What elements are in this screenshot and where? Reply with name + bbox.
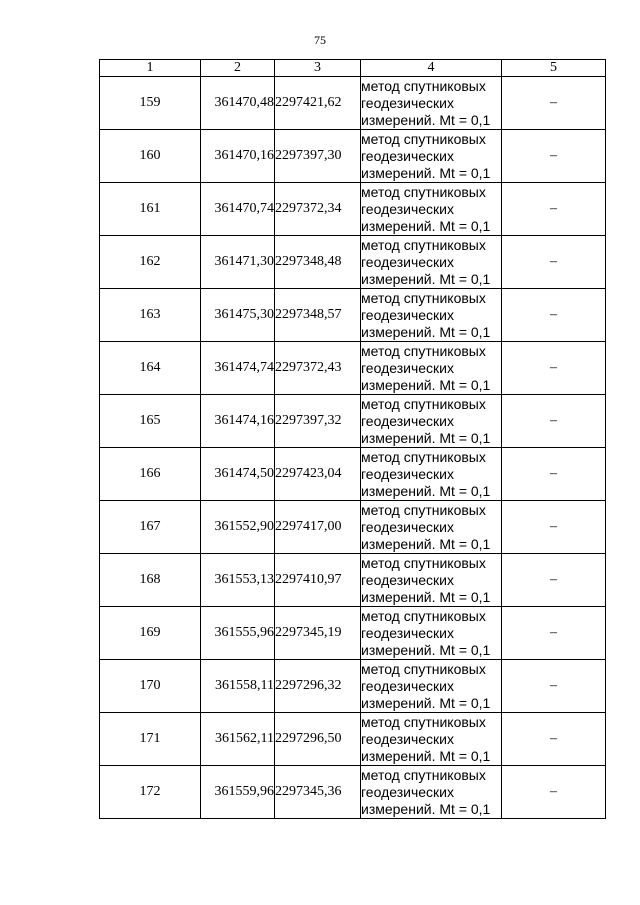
point-number-cell: 167 (100, 501, 201, 554)
method-line: геодезических (361, 783, 454, 800)
point-number-cell: 165 (100, 395, 201, 448)
point-number-cell: 159 (100, 77, 201, 130)
point-number-cell: 164 (100, 342, 201, 395)
y-coordinate-cell: 2297372,34 (275, 183, 361, 236)
column-header-1: 1 (100, 60, 201, 77)
x-coordinate-cell: 361474,74 (201, 342, 275, 395)
x-coordinate-cell: 361553,13 (201, 554, 275, 607)
table-row (100, 289, 606, 342)
x-coordinate-cell: 361555,96 (201, 607, 275, 660)
method-line: измерений. Mt = 0,1 (361, 641, 491, 658)
method-line: измерений. Mt = 0,1 (361, 588, 491, 605)
table-body (100, 77, 606, 819)
method-line: метод спутниковых (361, 130, 486, 147)
method-cell (361, 607, 502, 660)
column-header-3: 3 (275, 60, 361, 77)
x-coordinate-cell: 361562,11 (201, 713, 275, 766)
table-row (100, 713, 606, 766)
method-cell (361, 766, 502, 819)
method-cell (361, 395, 502, 448)
x-coordinate-cell: 361470,48 (201, 77, 275, 130)
y-coordinate-cell: 2297296,50 (275, 713, 361, 766)
page-number: 75 (314, 33, 326, 47)
method-line: измерений. Mt = 0,1 (361, 376, 491, 393)
table-row (100, 236, 606, 289)
table-row (100, 501, 606, 554)
method-line: измерений. Mt = 0,1 (361, 217, 491, 234)
point-number-cell: 171 (100, 713, 201, 766)
method-line: метод спутниковых (361, 77, 486, 94)
column-5-cell: – (502, 395, 606, 448)
column-5-cell: – (502, 660, 606, 713)
method-line: метод спутниковых (361, 183, 486, 200)
method-line: геодезических (361, 518, 454, 535)
method-line: измерений. Mt = 0,1 (361, 482, 491, 499)
method-line: измерений. Mt = 0,1 (361, 535, 491, 552)
method-cell (361, 713, 502, 766)
column-header-4: 4 (361, 60, 502, 77)
method-line: геодезических (361, 677, 454, 694)
column-5-cell: – (502, 77, 606, 130)
method-cell (361, 236, 502, 289)
method-cell (361, 554, 502, 607)
method-line: геодезических (361, 306, 454, 323)
table-row (100, 395, 606, 448)
method-line: геодезических (361, 412, 454, 429)
method-cell (361, 289, 502, 342)
method-line: геодезических (361, 253, 454, 270)
y-coordinate-cell: 2297345,36 (275, 766, 361, 819)
method-cell (361, 501, 502, 554)
method-line: геодезических (361, 147, 454, 164)
column-5-cell: – (502, 607, 606, 660)
method-cell (361, 342, 502, 395)
y-coordinate-cell: 2297372,43 (275, 342, 361, 395)
column-5-cell: – (502, 554, 606, 607)
method-line: метод спутниковых (361, 501, 486, 518)
method-line: измерений. Mt = 0,1 (361, 270, 491, 287)
point-number-cell: 163 (100, 289, 201, 342)
table-row (100, 130, 606, 183)
method-line: геодезических (361, 359, 454, 376)
point-number-cell: 162 (100, 236, 201, 289)
y-coordinate-cell: 2297423,04 (275, 448, 361, 501)
y-coordinate-cell: 2297410,97 (275, 554, 361, 607)
table-row (100, 448, 606, 501)
method-line: измерений. Mt = 0,1 (361, 800, 491, 817)
point-number-cell: 170 (100, 660, 201, 713)
method-line: измерений. Mt = 0,1 (361, 747, 491, 764)
method-line: геодезических (361, 200, 454, 217)
x-coordinate-cell: 361475,30 (201, 289, 275, 342)
method-cell (361, 660, 502, 713)
method-line: измерений. Mt = 0,1 (361, 694, 491, 711)
column-5-cell: – (502, 236, 606, 289)
x-coordinate-cell: 361470,74 (201, 183, 275, 236)
column-5-cell: – (502, 130, 606, 183)
method-line: геодезических (361, 624, 454, 641)
x-coordinate-cell: 361470,16 (201, 130, 275, 183)
method-line: геодезических (361, 465, 454, 482)
method-cell (361, 77, 502, 130)
x-coordinate-cell: 361559,96 (201, 766, 275, 819)
method-line: измерений. Mt = 0,1 (361, 164, 491, 181)
y-coordinate-cell: 2297348,48 (275, 236, 361, 289)
x-coordinate-cell: 361552,90 (201, 501, 275, 554)
column-5-cell: – (502, 501, 606, 554)
column-5-cell: – (502, 289, 606, 342)
y-coordinate-cell: 2297421,62 (275, 77, 361, 130)
method-line: геодезических (361, 571, 454, 588)
column-header-2: 2 (201, 60, 275, 77)
table-row (100, 660, 606, 713)
point-number-cell: 172 (100, 766, 201, 819)
method-line: метод спутниковых (361, 236, 486, 253)
method-line: метод спутниковых (361, 766, 486, 783)
coordinates-table (99, 59, 606, 819)
table-row (100, 766, 606, 819)
method-line: метод спутниковых (361, 289, 486, 306)
column-5-cell: – (502, 713, 606, 766)
method-line: метод спутниковых (361, 448, 486, 465)
y-coordinate-cell: 2297397,32 (275, 395, 361, 448)
x-coordinate-cell: 361474,50 (201, 448, 275, 501)
method-line: метод спутниковых (361, 607, 486, 624)
x-coordinate-cell: 361558,11 (201, 660, 275, 713)
column-5-cell: – (502, 183, 606, 236)
column-5-cell: – (502, 448, 606, 501)
method-line: метод спутниковых (361, 395, 486, 412)
point-number-cell: 161 (100, 183, 201, 236)
method-line: измерений. Mt = 0,1 (361, 323, 491, 340)
point-number-cell: 160 (100, 130, 201, 183)
method-line: геодезических (361, 730, 454, 747)
table-row (100, 77, 606, 130)
y-coordinate-cell: 2297417,00 (275, 501, 361, 554)
column-5-cell: – (502, 766, 606, 819)
table-row (100, 607, 606, 660)
point-number-cell: 166 (100, 448, 201, 501)
table-row (100, 342, 606, 395)
method-line: измерений. Mt = 0,1 (361, 429, 491, 446)
table-header-row (100, 60, 606, 77)
method-line: геодезических (361, 94, 454, 111)
y-coordinate-cell: 2297296,32 (275, 660, 361, 713)
point-number-cell: 168 (100, 554, 201, 607)
column-5-cell: – (502, 342, 606, 395)
method-cell (361, 448, 502, 501)
method-cell (361, 183, 502, 236)
method-cell (361, 130, 502, 183)
point-number-cell: 169 (100, 607, 201, 660)
y-coordinate-cell: 2297348,57 (275, 289, 361, 342)
method-line: метод спутниковых (361, 660, 486, 677)
x-coordinate-cell: 361471,30 (201, 236, 275, 289)
y-coordinate-cell: 2297345,19 (275, 607, 361, 660)
method-line: метод спутниковых (361, 342, 486, 359)
method-line: метод спутниковых (361, 554, 486, 571)
method-line: метод спутниковых (361, 713, 486, 730)
y-coordinate-cell: 2297397,30 (275, 130, 361, 183)
table-row (100, 554, 606, 607)
method-line: измерений. Mt = 0,1 (361, 111, 491, 128)
x-coordinate-cell: 361474,16 (201, 395, 275, 448)
column-header-5: 5 (502, 60, 606, 77)
table-row (100, 183, 606, 236)
